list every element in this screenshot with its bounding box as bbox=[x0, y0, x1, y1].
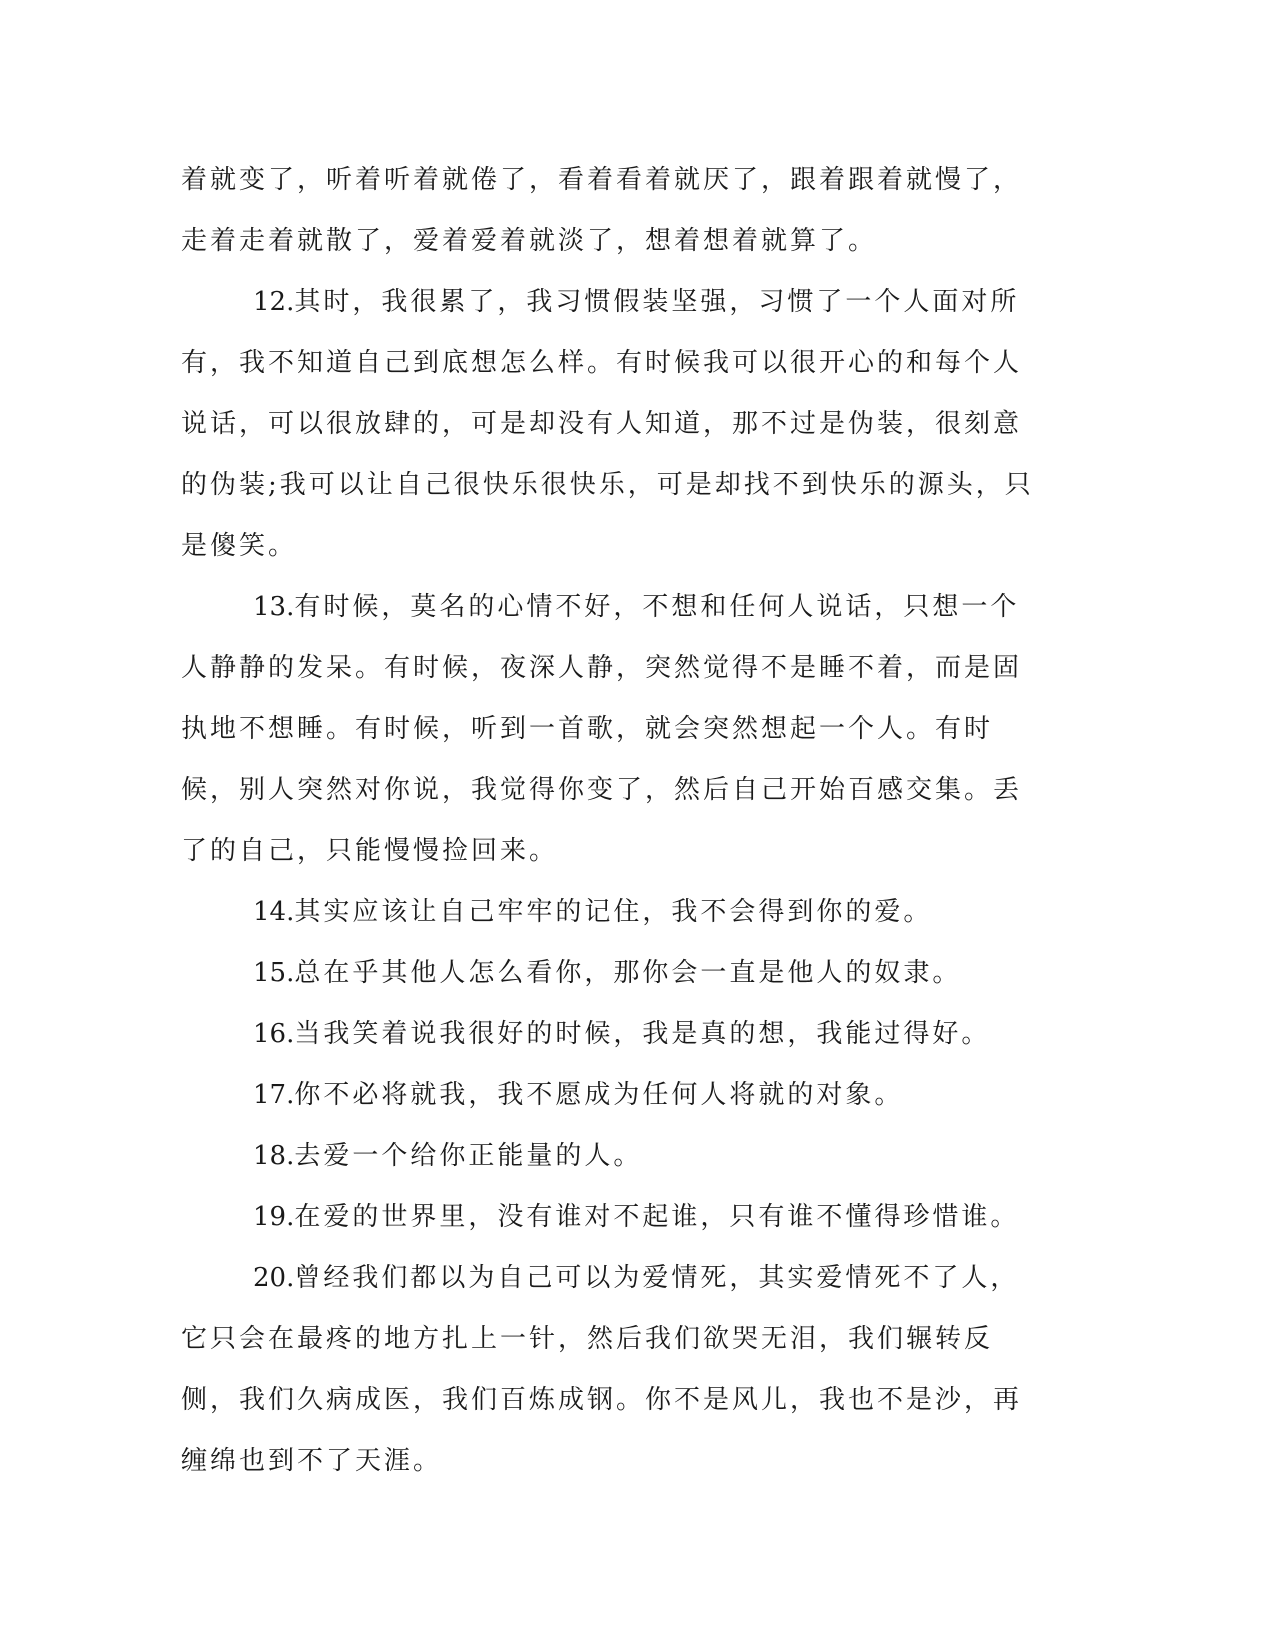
paragraph-text: 其实应该让自己牢牢的记住，我不会得到你的爱。 bbox=[294, 897, 933, 927]
paragraph-text: 其时，我很累了，我习惯假装坚强，习惯了一个人面对所有，我不知道自己到底想怎么样。有时候我可以很开心的和每个人说话，可以很放肆的，可是却没有人知道，那不过是伪装，很刻意的伪装;我可以让自己很快乐很快乐，可是却找不到快乐的源头，只是傻笑。 bbox=[181, 287, 1034, 561]
document-page bbox=[181, 150, 1037, 1492]
paragraph-item-13 bbox=[181, 577, 1037, 882]
item-number: 18. bbox=[253, 1141, 295, 1171]
paragraph-text: 着就变了，听着听着就倦了，看着看着就厌了，跟着跟着就慢了，走着走着就散了，爱着爱着就淡了，想着想着就算了。 bbox=[181, 165, 1023, 256]
paragraph-item-16 bbox=[181, 1004, 1037, 1065]
item-number: 17. bbox=[253, 1080, 295, 1110]
paragraph-item-19 bbox=[181, 1187, 1037, 1248]
paragraph-text: 总在乎其他人怎么看你，那你会一直是他人的奴隶。 bbox=[294, 958, 962, 988]
paragraph-text: 当我笑着说我很好的时候，我是真的想，我能过得好。 bbox=[294, 1019, 991, 1049]
paragraph-text: 你不必将就我，我不愿成为任何人将就的对象。 bbox=[294, 1080, 904, 1110]
paragraph-item-12 bbox=[181, 272, 1037, 577]
paragraph-text: 曾经我们都以为自己可以为爱情死，其实爱情死不了人，它只会在最疼的地方扎上一针，然后我们欲哭无泪，我们辗转反侧，我们久病成医，我们百炼成钢。你不是风儿，我也不是沙，再缠绵也到不了天涯。 bbox=[181, 1263, 1023, 1476]
paragraph-text: 在爱的世界里，没有谁对不起谁，只有谁不懂得珍惜谁。 bbox=[294, 1202, 1020, 1232]
paragraph-item-18 bbox=[181, 1126, 1037, 1187]
item-number: 13. bbox=[253, 592, 295, 622]
paragraph-item-17 bbox=[181, 1065, 1037, 1126]
item-number: 19. bbox=[253, 1202, 295, 1232]
item-number: 12. bbox=[253, 287, 295, 317]
item-number: 15. bbox=[253, 958, 295, 988]
item-number: 14. bbox=[253, 897, 295, 927]
paragraph-item-15 bbox=[181, 943, 1037, 1004]
item-number: 16. bbox=[253, 1019, 295, 1049]
paragraph-item-14 bbox=[181, 882, 1037, 943]
paragraph-continued bbox=[181, 150, 1037, 272]
paragraph-text: 去爱一个给你正能量的人。 bbox=[294, 1141, 643, 1171]
item-number: 20. bbox=[253, 1263, 295, 1293]
paragraph-text: 有时候，莫名的心情不好，不想和任何人说话，只想一个人静静的发呆。有时候，夜深人静，突然觉得不是睡不着，而是固执地不想睡。有时候，听到一首歌，就会突然想起一个人。有时候，别人突然对你说，我觉得你变了，然后自己开始百感交集。丢了的自己，只能慢慢捡回来。 bbox=[181, 592, 1023, 866]
paragraph-item-20 bbox=[181, 1248, 1037, 1492]
